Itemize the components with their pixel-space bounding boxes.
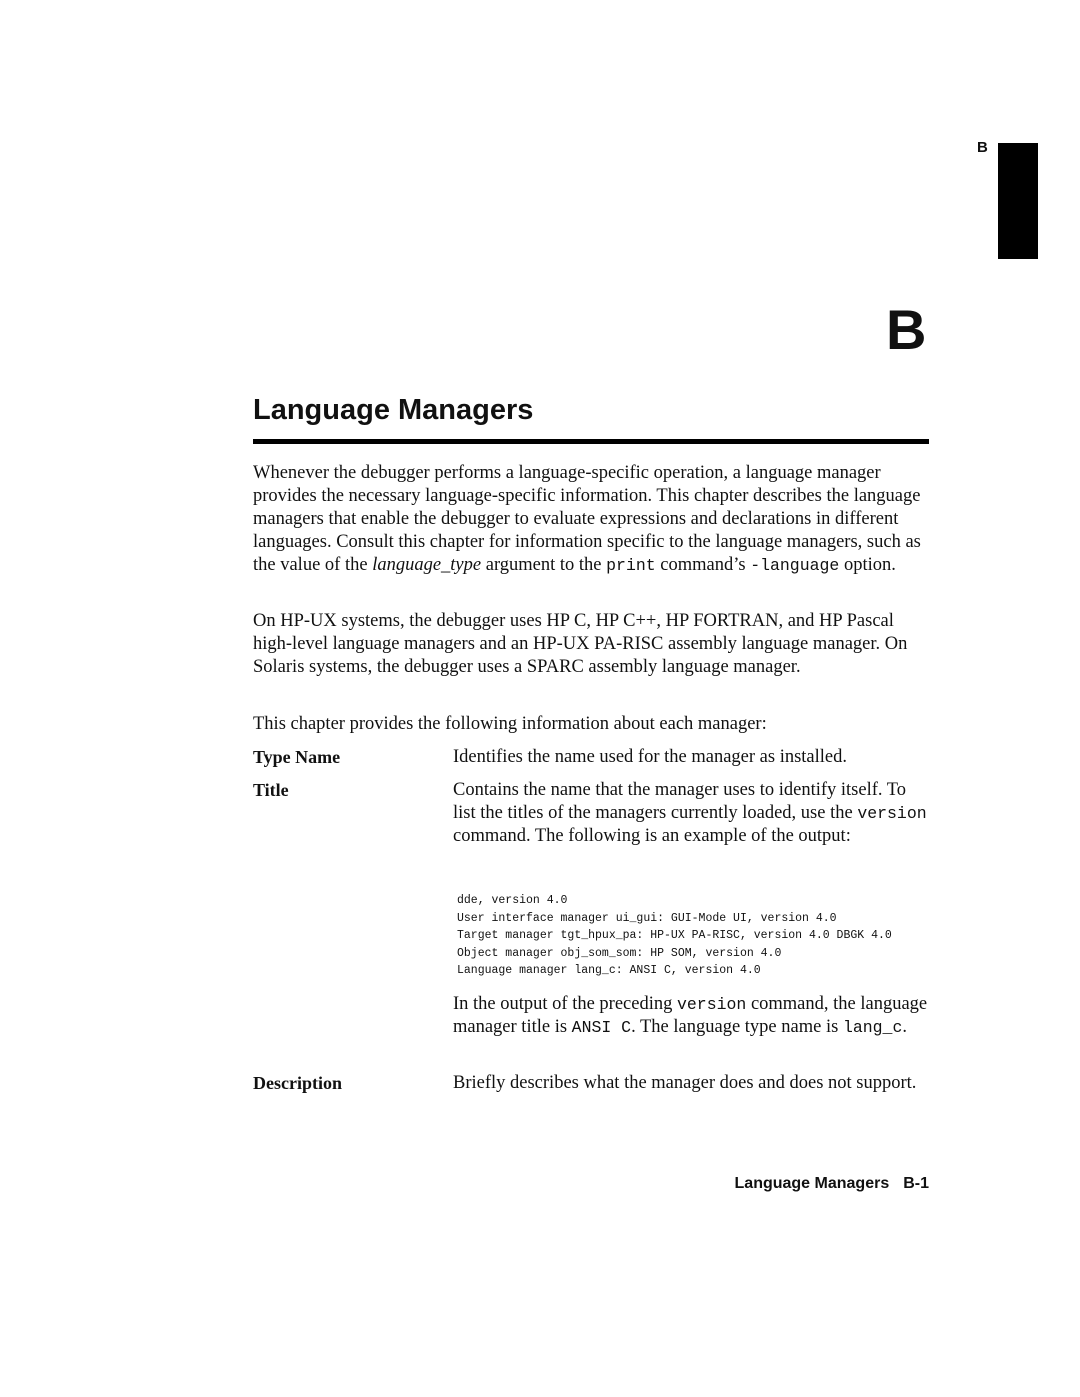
language-type-term: language_type bbox=[372, 555, 482, 575]
term-title: Title bbox=[253, 780, 289, 800]
code-line: Language manager lang_c: ANSI C, version 4.0 bbox=[457, 964, 761, 978]
page-footer bbox=[600, 1174, 929, 1194]
definition-title: Contains the name that the manager uses to identify itself. To list the titles of the managers currently loaded, use the version command. The following is an example of the output: bbox=[453, 780, 927, 846]
definition-description: Briefly describes what the manager does and does not support. bbox=[453, 1073, 917, 1093]
code-line: dde, version 4.0 bbox=[457, 894, 568, 907]
code-line: User interface manager ui_gui: GUI-Mode UI, version 4.0 bbox=[457, 911, 837, 925]
definition-type-name: Identifies the name used for the manager as installed. bbox=[453, 747, 848, 767]
print-command: print bbox=[606, 556, 656, 575]
version-command: version bbox=[857, 804, 927, 823]
code-line: Target manager tgt_hpux_pa: HP-UX PA-RISC, version 4.0 DBGK 4.0 bbox=[457, 929, 892, 943]
thumb-tab-letter: B bbox=[977, 139, 988, 156]
intro-paragraph-2: On HP-UX systems, the debugger uses HP C, HP C++, HP FORTRAN, and HP Pascal high-level language managers and an HP-UX PA-RISC assembly language manager. On Solaris systems, the debugger uses a SPARC assembly language manager. bbox=[253, 611, 908, 677]
page-number: B-1 bbox=[903, 1175, 929, 1192]
lang-c-name: lang_c bbox=[842, 1018, 903, 1037]
intro-paragraph-3: This chapter provides the following information about each manager: bbox=[253, 714, 767, 734]
version-command: version bbox=[677, 995, 747, 1014]
title-rule bbox=[253, 439, 929, 444]
chapter-title: Language Managers bbox=[253, 394, 534, 426]
chapter-letter: B bbox=[886, 298, 927, 361]
language-option: -language bbox=[750, 556, 840, 575]
term-type-name: Type Name bbox=[253, 747, 341, 767]
term-description: Description bbox=[253, 1073, 342, 1093]
ansi-c-title: ANSI C bbox=[571, 1018, 632, 1037]
definition-title-followup: In the output of the preceding version command, the language manager title is ANSI C. The language type name is lang_c. bbox=[453, 994, 928, 1037]
thumb-tab-marker bbox=[998, 143, 1038, 259]
footer-title: Language Managers bbox=[734, 1175, 890, 1192]
code-line: Object manager obj_som_som: HP SOM, version 4.0 bbox=[457, 946, 782, 960]
intro-paragraph-1: Whenever the debugger performs a language-specific operation, a language manager provides the necessary language-specific information. This chapter describes the language managers that enable the debugger to evaluate expressions and declarations in different languages. Consult this chapter for information specific to the language managers, such as the value of the language_type argument to the print command’s -language option. bbox=[253, 463, 921, 575]
version-output-code bbox=[457, 892, 892, 980]
